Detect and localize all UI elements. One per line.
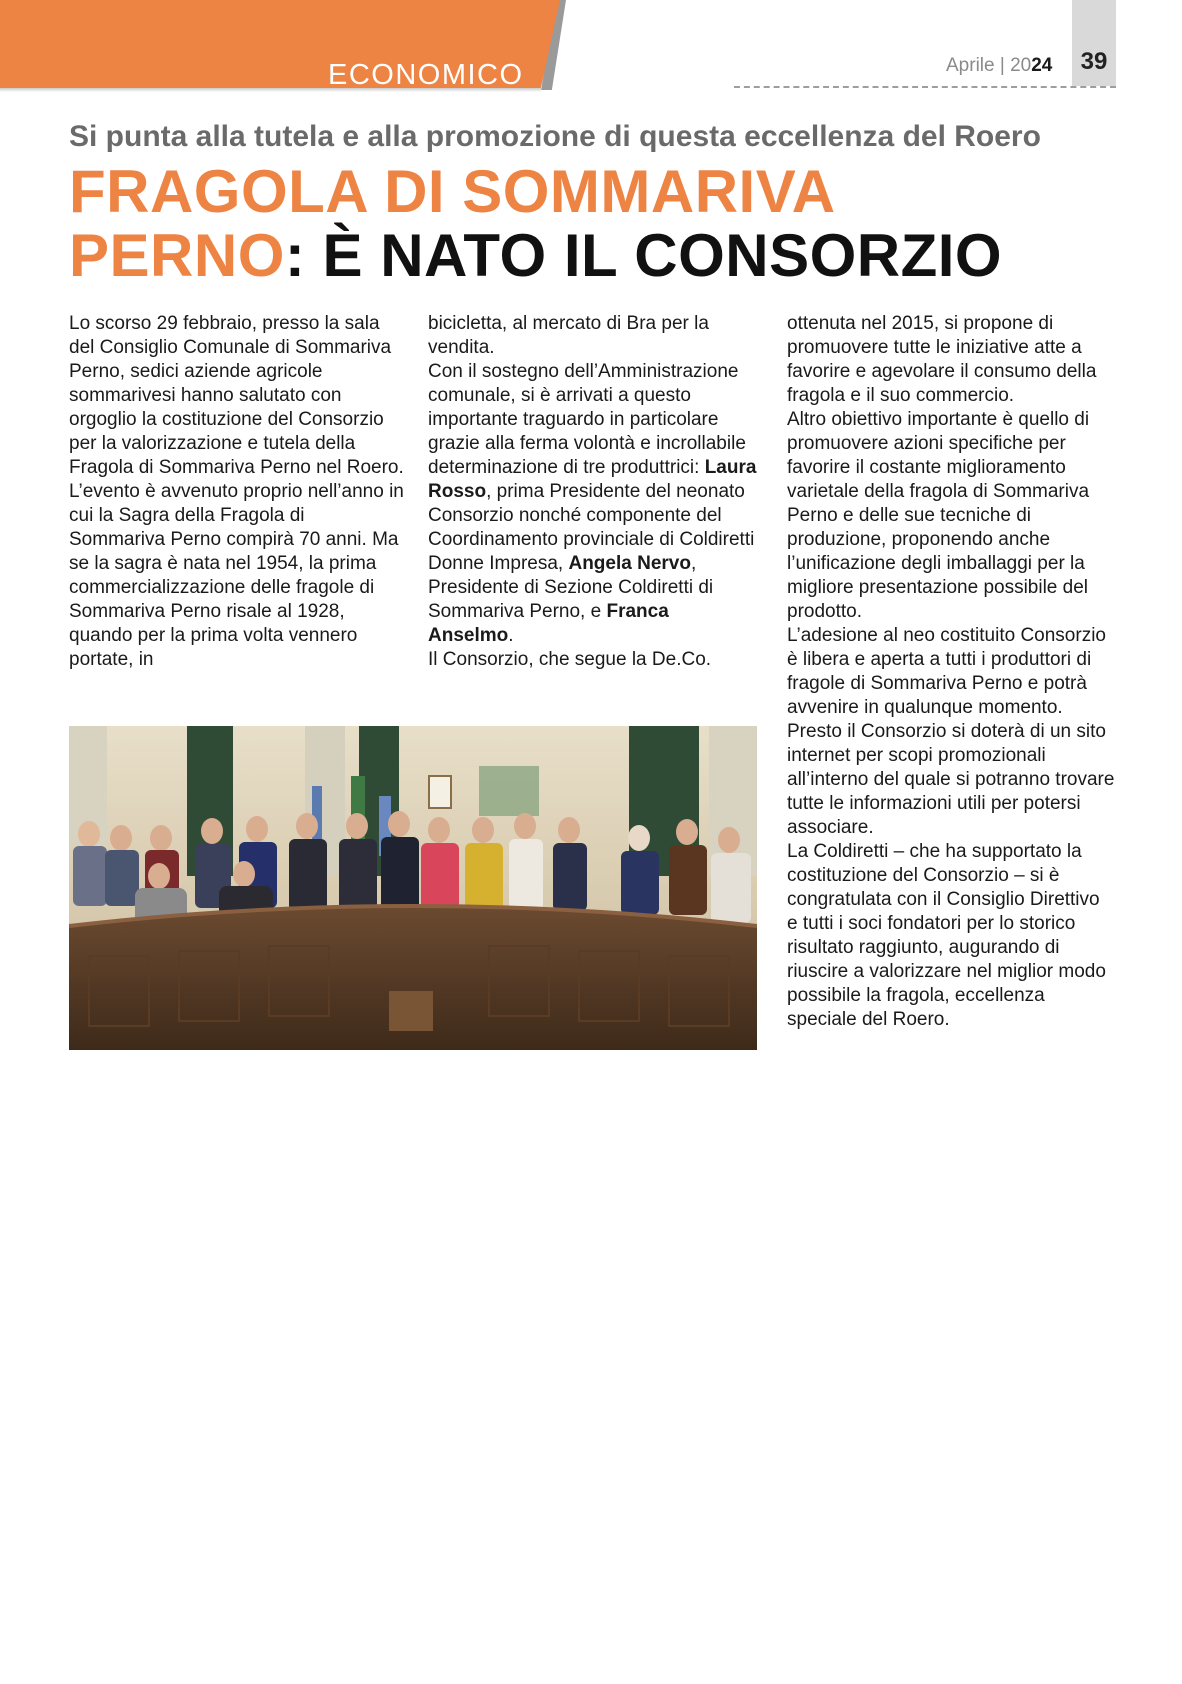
article-headline — [69, 160, 1002, 288]
person-name: Franca Anselmo — [428, 601, 669, 646]
text-run: , Presidente di Sezione Coldiretti di Sommariva Perno, e — [428, 553, 714, 622]
header-shadow — [0, 88, 541, 92]
issue-month: Aprile | 20 — [946, 55, 1032, 76]
article-column-2 — [428, 312, 758, 672]
person-name: Laura Rosso — [428, 457, 757, 502]
paragraph: Il Consorzio, che segue la De.Co. — [428, 649, 712, 670]
article-kicker: Si punta alla tutela e alla promozione di questa eccellenza del Roero — [69, 120, 1041, 153]
page-number: 39 — [1080, 48, 1108, 75]
headline-announcement: : È NATO IL CONSORZIO — [284, 222, 1003, 289]
article-column-1 — [69, 312, 405, 672]
person-name: Angela Nervo — [568, 553, 691, 574]
dashed-divider — [734, 86, 1116, 88]
text-run: , prima Presidente del neonato Consorzio nonché componente del Coordinamento provinciale di Coldiretti Donne Impresa, — [428, 481, 755, 574]
headline-place: PERNO — [69, 222, 285, 289]
section-label: ECONOMICO — [328, 60, 524, 88]
issue-date — [946, 55, 1052, 77]
paragraph — [428, 360, 758, 648]
paragraph: Lo scorso 29 febbraio, presso la sala del Consiglio Comunale di Sommariva Perno, sedici aziende agricole sommarivesi hanno salutato con orgoglio la costituzione del Consorzio per la valorizzazione e tutela della Fragola di Sommariva Perno nel Roero. — [69, 313, 404, 478]
paragraph: La Coldiretti – che ha supportato la costituzione del Consorzio – si è congratulata con il Consiglio Direttivo e tutti i soci fondatori per lo storico risultato raggiunto, augurando di riuscire a valorizzare nel miglior modo possibile la fragola, eccellenza speciale del Roero. — [787, 841, 1106, 1030]
issue-year: 24 — [1031, 55, 1053, 76]
text-run: Con il sostegno dell’Amministrazione comunale, si è arrivati a questo importante traguardo in particolare grazie alla ferma volontà e incrollabile determinazione di tre produttrici: — [428, 361, 746, 478]
paragraph: ottenuta nel 2015, si propone di promuovere tutte le iniziative atte a favorire e agevolare il consumo della fragola e il suo commercio. — [787, 313, 1097, 406]
article-column-3 — [787, 312, 1115, 1032]
group-photo — [69, 726, 757, 1050]
group-photo-illustration — [69, 726, 757, 1050]
paragraph: L’adesione al neo costituito Consorzio è libera e aperta a tutti i produttori di fragole di Sommariva Perno e potrà avvenire in qualunque momento. Presto il Consorzio si doterà di un sito internet per scopi promozionali all’interno del quale si potranno trovare tutte le informazioni utili per potersi associare. — [787, 625, 1115, 838]
paragraph: Altro obiettivo importante è quello di promuovere azioni specifiche per favorire il costante miglioramento varietale della fragola di Sommariva Perno e delle sue tecniche di produzione, proponendo anche l’unificazione degli imballaggi per la migliore presentazione possibile del prodotto. — [787, 409, 1090, 622]
paragraph: L’evento è avvenuto proprio nell’anno in cui la Sagra della Fragola di Sommariva Perno compirà 70 anni. Ma se la sagra è nata nel 1954, la prima commercializzazione delle fragole di Sommariva Perno risale al 1928, quando per la prima volta vennero portate, in — [69, 481, 404, 670]
paragraph: bicicletta, al mercato di Bra per la vendita. — [428, 313, 709, 358]
headline-line-1: FRAGOLA DI SOMMARIVA — [69, 158, 836, 225]
text-run: . — [508, 625, 514, 646]
